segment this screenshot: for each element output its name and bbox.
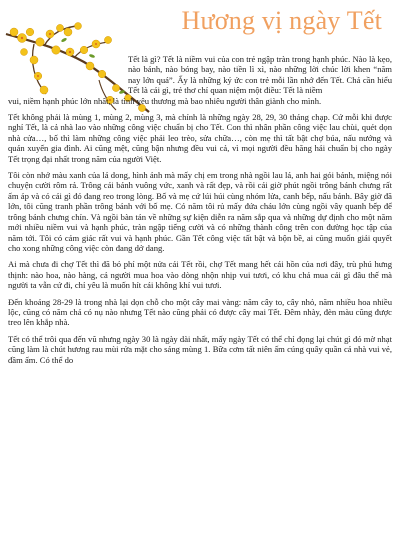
paragraph-apricot-tree: Đến khoảng 28-29 là trong nhà lại dọn chỗ cho một cây mai vàng: năm cây to, cây nhỏ, năm nhiều hoa nhiều lộc, cũng có năm chả có nụ nào nhưng Tết nào cũng phải có được cây mai Tết. Đêm nhày, đèn màu cũng được treo lên khắp nhà. <box>8 296 392 328</box>
paragraph-new-year-eve: Tết có thể trôi qua đến vũ nhưng ngày 30 là ngày dài nhất, mấy ngày Tết có thể chỉ đọng lại chút gì đó mờ nhạt cũng làm là chút hương rau mùi rửa mặt cho sáng mùng 1. Bữa cơm tất niên ấm cúng quây quần cả nhà vui vẻ, đầm ấm. Có thể do <box>8 333 392 365</box>
page-title: Hương vị ngày Tết <box>181 6 382 35</box>
article-body <box>8 54 392 371</box>
paragraph-preparation: Tết không phải là mùng 1, mùng 2, mùng 3, mà chính là những ngày 28, 29, 30 tháng chạp. Cứ mỗi khi được nghỉ Tết, là cả nhà lao vào những công việc chuẩn bị cho Tết. Con thì nhân phần công việc lau chùi, quét dọn nhà cửa…, bố thì làm những công việc phải leo trèo, sửa chữa…, còn mẹ thì tất bật chợ búa, nấu nướng và quán xuyến gia đình. Ai cũng mệt, cũng bận nhưng đều vui cả, vì mọi người đều hăng hái chuẩn bị cho ngày Tết trọng đại nhất trong năm của người Việt. <box>8 112 392 164</box>
intro-paragraph <box>8 54 392 106</box>
intro-indented-text: Tết là gì? Tết là niềm vui của con trẻ ngập tràn trong hạnh phúc. Nào là kẹo, nào bánh, nào bóng bay, nào tiền lì xì, nào những lời chúc lời khen “năm nay lớn quá”. Ấy là những ký ức con trẻ mỗi lần nhớ đến Tết. Chả cần hiểu Tết là cái gì, trẻ thơ chỉ quan niệm một điều: Tết là niềm <box>128 54 392 96</box>
paragraph-tet-market: Ai mà chưa đi chợ Tết thì đã bỏ phí một nửa cái Tết rồi, chợ Tết mang hết cái hồn của nơi đây, trù phú hưng thịnh: nào hoa, nào hàng, cả người mua hoa vào dòng nhộn nhịp vui tươi, có khu chả mua cái gì đâu thế mà người ta vẫn cứ đi, chỉ yêu là muốn hít cái không khí vui tươi. <box>8 259 392 291</box>
paragraph-banh-chung: Tôi còn nhớ màu xanh của lá dong, hình ảnh mà mấy chị em trong nhà ngồi lau lá, anh hai gói bánh, miệng nói chuyện cười rôm rả. Trông cái bánh vuông vức, xanh và rất đẹp, và rồi cái giờ phút ngồi trông bánh chưng rất ấm áp và có cái gì đó đang reo trong lòng. Bố và mẹ cứ lúi húi cùng nhóm lửa, canh bếp, nấu bánh. Bây giờ đã lớn, tôi cũng tranh phần trông bánh với bố mẹ. Có năm tôi rủ mấy đứa cháu lớn cùng ngồi vây quanh bếp để trông bánh chưng chín. Và ngồi bàn tán về những sự kiện diễn ra năm sắp qua và những dự định cho một năm mới nhiều niềm vui và hạnh phúc, tràn ngập tiếng cười và có những thành công trên con đường học tập của năm tới. Tôi có cảm giác rất vui và hạnh phúc. Gần Tết công việc tất bật và bộn bề, ai cũng muốn giải quyết cho xong những công việc còn đang dở dang. <box>8 170 392 253</box>
intro-tail-text: vui, niềm hạnh phúc lớn nhất, là tình yêu thương mà bao nhiêu người thân giành cho mình. <box>8 95 322 106</box>
